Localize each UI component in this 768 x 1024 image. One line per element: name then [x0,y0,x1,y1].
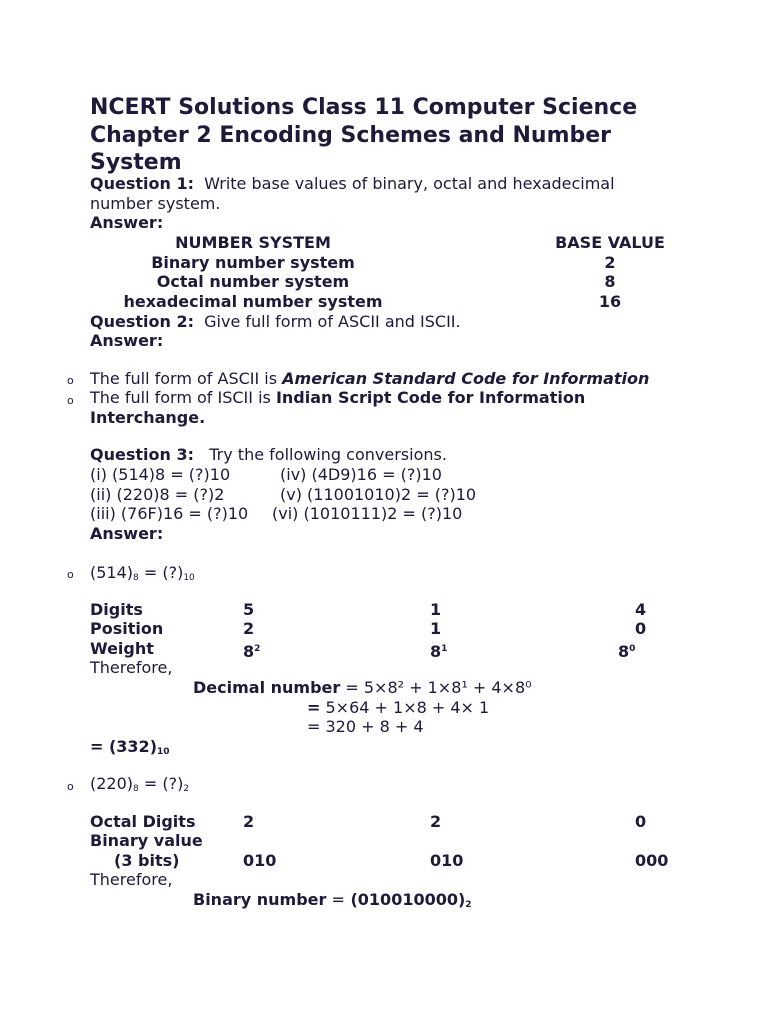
binary-number-label: Binary number [193,890,327,909]
binary-cell: 010 [430,851,464,870]
conversion-item: (i) (514)8 = (?)10 [90,465,231,484]
octal-cell: 0 [635,812,647,831]
table-header-system: NUMBER SYSTEM [175,233,331,252]
binary-result [193,890,472,915]
conversion-item: (ii) (220)8 = (?)2 [90,485,225,504]
weight-cell [243,639,260,662]
decimal-number-label: Decimal number [193,678,341,697]
question-3-text: Try the following conversions. [209,445,447,464]
heading-equals: = (?) [138,774,184,793]
table-cell-base: 2 [604,253,616,272]
bits-label: (3 bits) [114,851,180,870]
iscii-answer [90,388,585,408]
weight-exponent: 0 [629,644,636,654]
position-cell: 0 [635,619,647,638]
weight-base: 8 [618,642,630,661]
decimal-result [90,737,170,762]
iscii-full-form: Indian Script Code for Information [275,388,586,407]
answer-2-label: Answer: [90,331,164,350]
table-cell-base: 8 [604,272,616,291]
heading-number: (514) [90,563,134,582]
weight-cell [618,639,635,662]
decimal-expression: 5×64 + 1×8 + 4× 1 [320,698,490,717]
conversion-item: (iii) (76F)16 = (?)10 [90,504,249,523]
weight-exponent: 2 [254,644,261,654]
solution-2-heading [90,774,189,799]
question-2 [90,312,461,332]
question-3 [90,445,447,465]
position-cell: 1 [430,619,442,638]
digit-cell: 4 [635,600,647,619]
result-value: = (332) [90,737,157,756]
table-cell-system: hexadecimal number system [123,292,383,311]
bullet-marker: o [67,394,74,407]
digit-cell: 5 [243,600,255,619]
weight-exponent: 1 [441,644,448,654]
table-header-base: BASE VALUE [555,233,665,252]
therefore-text: Therefore, [90,658,173,677]
base-subscript: 10 [183,573,195,583]
table-cell-system: Binary number system [151,253,355,272]
bullet-marker: o [67,568,74,581]
conversion-item: (vi) (1010111)2 = (?)10 [272,504,463,523]
bullet-marker: o [67,780,74,793]
position-label: Position [90,619,164,638]
answer-3-label: Answer: [90,524,164,543]
answer-1-label: Answer: [90,213,164,232]
base-subscript: 2 [183,784,190,794]
equals-sign: = [307,698,321,717]
question-3-label: Question 3: [90,445,194,464]
conversion-item: (iv) (4D9)16 = (?)10 [280,465,442,484]
base-subscript: 8 [133,573,139,583]
weight-base: 8 [243,642,255,661]
base-subscript: 2 [465,900,472,910]
binary-value-label: Binary value [90,831,203,850]
page-title: NCERT Solutions Class 11 Computer Science Chapter 2 Encoding Schemes and Number System [90,95,638,175]
digits-label: Digits [90,600,143,619]
digit-cell: 1 [430,600,442,619]
decimal-expression: = 5×8² + 1×8¹ + 4×8⁰ [340,678,532,697]
weight-label: Weight [90,639,154,658]
position-cell: 2 [243,619,255,638]
octal-cell: 2 [430,812,442,831]
therefore-text: Therefore, [90,870,173,889]
binary-cell: 000 [635,851,669,870]
table-cell-system: Octal number system [156,272,350,291]
ascii-prefix: The full form of ASCII is [90,369,283,388]
base-subscript: 8 [133,784,139,794]
solution-1-heading [90,563,195,588]
decimal-line-1 [193,678,532,698]
question-1-label: Question 1: [90,174,194,193]
question-1-text-cont: number system. [90,194,221,213]
heading-equals: = (?) [138,563,184,582]
question-2-text: Give full form of ASCII and ISCII. [204,312,461,331]
iscii-prefix: The full form of ISCII is [90,388,276,407]
equals-sign-binary: = [326,890,345,909]
iscii-full-form-cont: Interchange. [90,408,206,427]
weight-base: 8 [430,642,442,661]
octal-digits-label: Octal Digits [90,812,196,831]
octal-cell: 2 [243,812,255,831]
binary-cell: 010 [243,851,277,870]
question-1 [90,174,615,194]
ascii-answer [90,369,649,389]
bullet-marker: o [67,374,74,387]
question-2-label: Question 2: [90,312,194,331]
decimal-line-2 [307,698,489,718]
heading-number: (220) [90,774,134,793]
binary-number-value: (010010000) [344,890,466,909]
question-1-text: Write base values of binary, octal and hexadecimal [204,174,615,193]
weight-cell [430,639,447,662]
table-cell-base: 16 [598,292,622,311]
conversion-item: (v) (11001010)2 = (?)10 [280,485,477,504]
ascii-full-form: American Standard Code for Information [282,369,650,388]
decimal-line-3: = 320 + 8 + 4 [307,717,424,736]
base-subscript: 10 [157,747,170,757]
